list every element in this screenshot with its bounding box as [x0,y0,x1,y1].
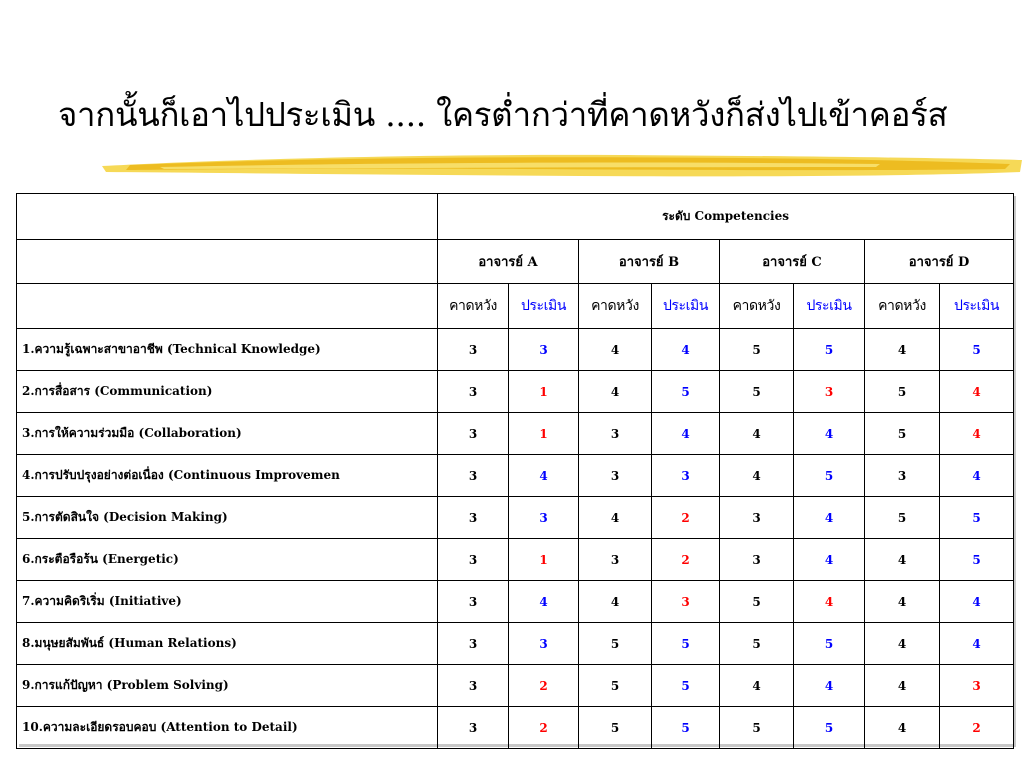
table-row [17,581,1014,623]
evaluated-score: 5 [794,455,865,497]
evaluated-score: 1 [509,539,579,581]
competency-name: 8.มนุษยสัมพันธ์ (Human Relations) [17,623,438,665]
evaluated-score: 3 [652,581,720,623]
evaluated-score: 4 [940,413,1014,455]
evaluated-score: 1 [509,371,579,413]
evaluated-score: 2 [652,539,720,581]
evaluated-score: 4 [794,539,865,581]
expected-score: 3 [579,413,652,455]
evaluated-score: 2 [652,497,720,539]
evaluated-score: 5 [794,707,865,749]
expected-score: 4 [865,665,940,707]
expected-score: 5 [865,371,940,413]
evaluated-score: 5 [652,707,720,749]
competency-name: 4.การปรับปรุงอย่างต่อเนื่อง (Continuous Improvemen [17,455,438,497]
competency-name: 2.การสื่อสาร (Communication) [17,371,438,413]
expected-score: 5 [579,623,652,665]
evaluated-score: 2 [509,707,579,749]
evaluated-score: 5 [652,623,720,665]
expected-score: 5 [865,413,940,455]
expected-label: คาดหวัง [579,284,652,329]
competency-level-header: ระดับ Competencies [438,194,1014,240]
evaluated-score: 5 [940,497,1014,539]
highlight-brush-stroke [100,146,1024,186]
evaluated-score: 5 [652,665,720,707]
expected-score: 5 [579,665,652,707]
expected-score: 3 [579,455,652,497]
evaluated-score: 4 [940,623,1014,665]
expected-score: 3 [579,539,652,581]
teacher-header-row [17,240,1014,284]
evaluated-score: 3 [509,497,579,539]
expected-score: 3 [720,539,794,581]
table-header-row [17,194,1014,240]
expected-score: 4 [865,329,940,371]
evaluated-label: ประเมิน [940,284,1014,329]
evaluated-score: 5 [940,329,1014,371]
expected-score: 3 [438,371,509,413]
expected-score: 4 [865,623,940,665]
expected-score: 5 [720,371,794,413]
table-row [17,413,1014,455]
evaluated-score: 3 [940,665,1014,707]
expected-score: 4 [720,665,794,707]
expected-score: 4 [865,581,940,623]
expected-score: 3 [438,707,509,749]
empty-header-cell [17,194,438,240]
expected-score: 3 [720,497,794,539]
evaluated-label: ประเมิน [652,284,720,329]
competency-name: 9.การแก้ปัญหา (Problem Solving) [17,665,438,707]
expected-score: 4 [579,497,652,539]
evaluated-score: 3 [509,623,579,665]
expected-score: 3 [438,329,509,371]
evaluated-score: 4 [509,455,579,497]
teacher-b-header: อาจารย์ B [579,240,720,284]
evaluated-score: 4 [940,455,1014,497]
expected-label: คาดหวัง [438,284,509,329]
expected-score: 4 [865,707,940,749]
expected-score: 3 [438,497,509,539]
expected-score: 3 [438,539,509,581]
competency-name: 1.ความรู้เฉพาะสาขาอาชีพ (Technical Knowledge) [17,329,438,371]
competency-name: 10.ความละเอียดรอบคอบ (Attention to Detail) [17,707,438,749]
evaluated-score: 1 [509,413,579,455]
table-row [17,707,1014,749]
competency-name: 5.การตัดสินใจ (Decision Making) [17,497,438,539]
expected-score: 4 [865,539,940,581]
sub-header-row [17,284,1014,329]
teacher-a-header: อาจารย์ A [438,240,579,284]
competency-name: 6.กระตือรือร้น (Energetic) [17,539,438,581]
slide-title: จากนั้นก็เอาไปประเมิน .... ใครต่ำกว่าที่คาดหวังก็ส่งไปเข้าคอร์ส [58,95,948,134]
evaluated-score: 2 [940,707,1014,749]
table-row [17,455,1014,497]
evaluated-score: 4 [794,581,865,623]
competency-name: 3.การให้ความร่วมมือ (Collaboration) [17,413,438,455]
expected-score: 4 [579,371,652,413]
table-row [17,371,1014,413]
expected-label: คาดหวัง [720,284,794,329]
evaluated-score: 4 [794,497,865,539]
table-row [17,329,1014,371]
evaluated-score: 4 [652,413,720,455]
evaluated-score: 4 [794,665,865,707]
expected-label: คาดหวัง [865,284,940,329]
teacher-d-header: อาจารย์ D [865,240,1014,284]
evaluated-score: 5 [940,539,1014,581]
evaluated-score: 3 [794,371,865,413]
table-row [17,497,1014,539]
evaluated-score: 5 [652,371,720,413]
evaluated-score: 5 [794,623,865,665]
evaluated-score: 4 [794,413,865,455]
expected-score: 4 [720,413,794,455]
competency-name: 7.ความคิดริเริ่ม (Initiative) [17,581,438,623]
table-row [17,665,1014,707]
evaluated-score: 4 [652,329,720,371]
expected-score: 5 [720,707,794,749]
expected-score: 3 [438,413,509,455]
expected-score: 5 [720,581,794,623]
expected-score: 4 [579,329,652,371]
table-row [17,623,1014,665]
expected-score: 5 [720,329,794,371]
evaluated-score: 4 [509,581,579,623]
expected-score: 3 [438,623,509,665]
evaluated-score: 2 [509,665,579,707]
expected-score: 3 [438,455,509,497]
evaluated-score: 5 [794,329,865,371]
expected-score: 5 [579,707,652,749]
empty-header-cell [17,284,438,329]
empty-header-cell [17,240,438,284]
evaluated-label: ประเมิน [794,284,865,329]
expected-score: 5 [720,623,794,665]
table-row [17,539,1014,581]
teacher-c-header: อาจารย์ C [720,240,865,284]
expected-score: 4 [579,581,652,623]
competency-table [16,193,1014,749]
evaluated-score: 4 [940,371,1014,413]
evaluated-score: 4 [940,581,1014,623]
expected-score: 4 [720,455,794,497]
expected-score: 3 [438,665,509,707]
evaluated-score: 3 [652,455,720,497]
evaluated-score: 3 [509,329,579,371]
expected-score: 3 [438,581,509,623]
evaluated-label: ประเมิน [509,284,579,329]
expected-score: 5 [865,497,940,539]
expected-score: 3 [865,455,940,497]
